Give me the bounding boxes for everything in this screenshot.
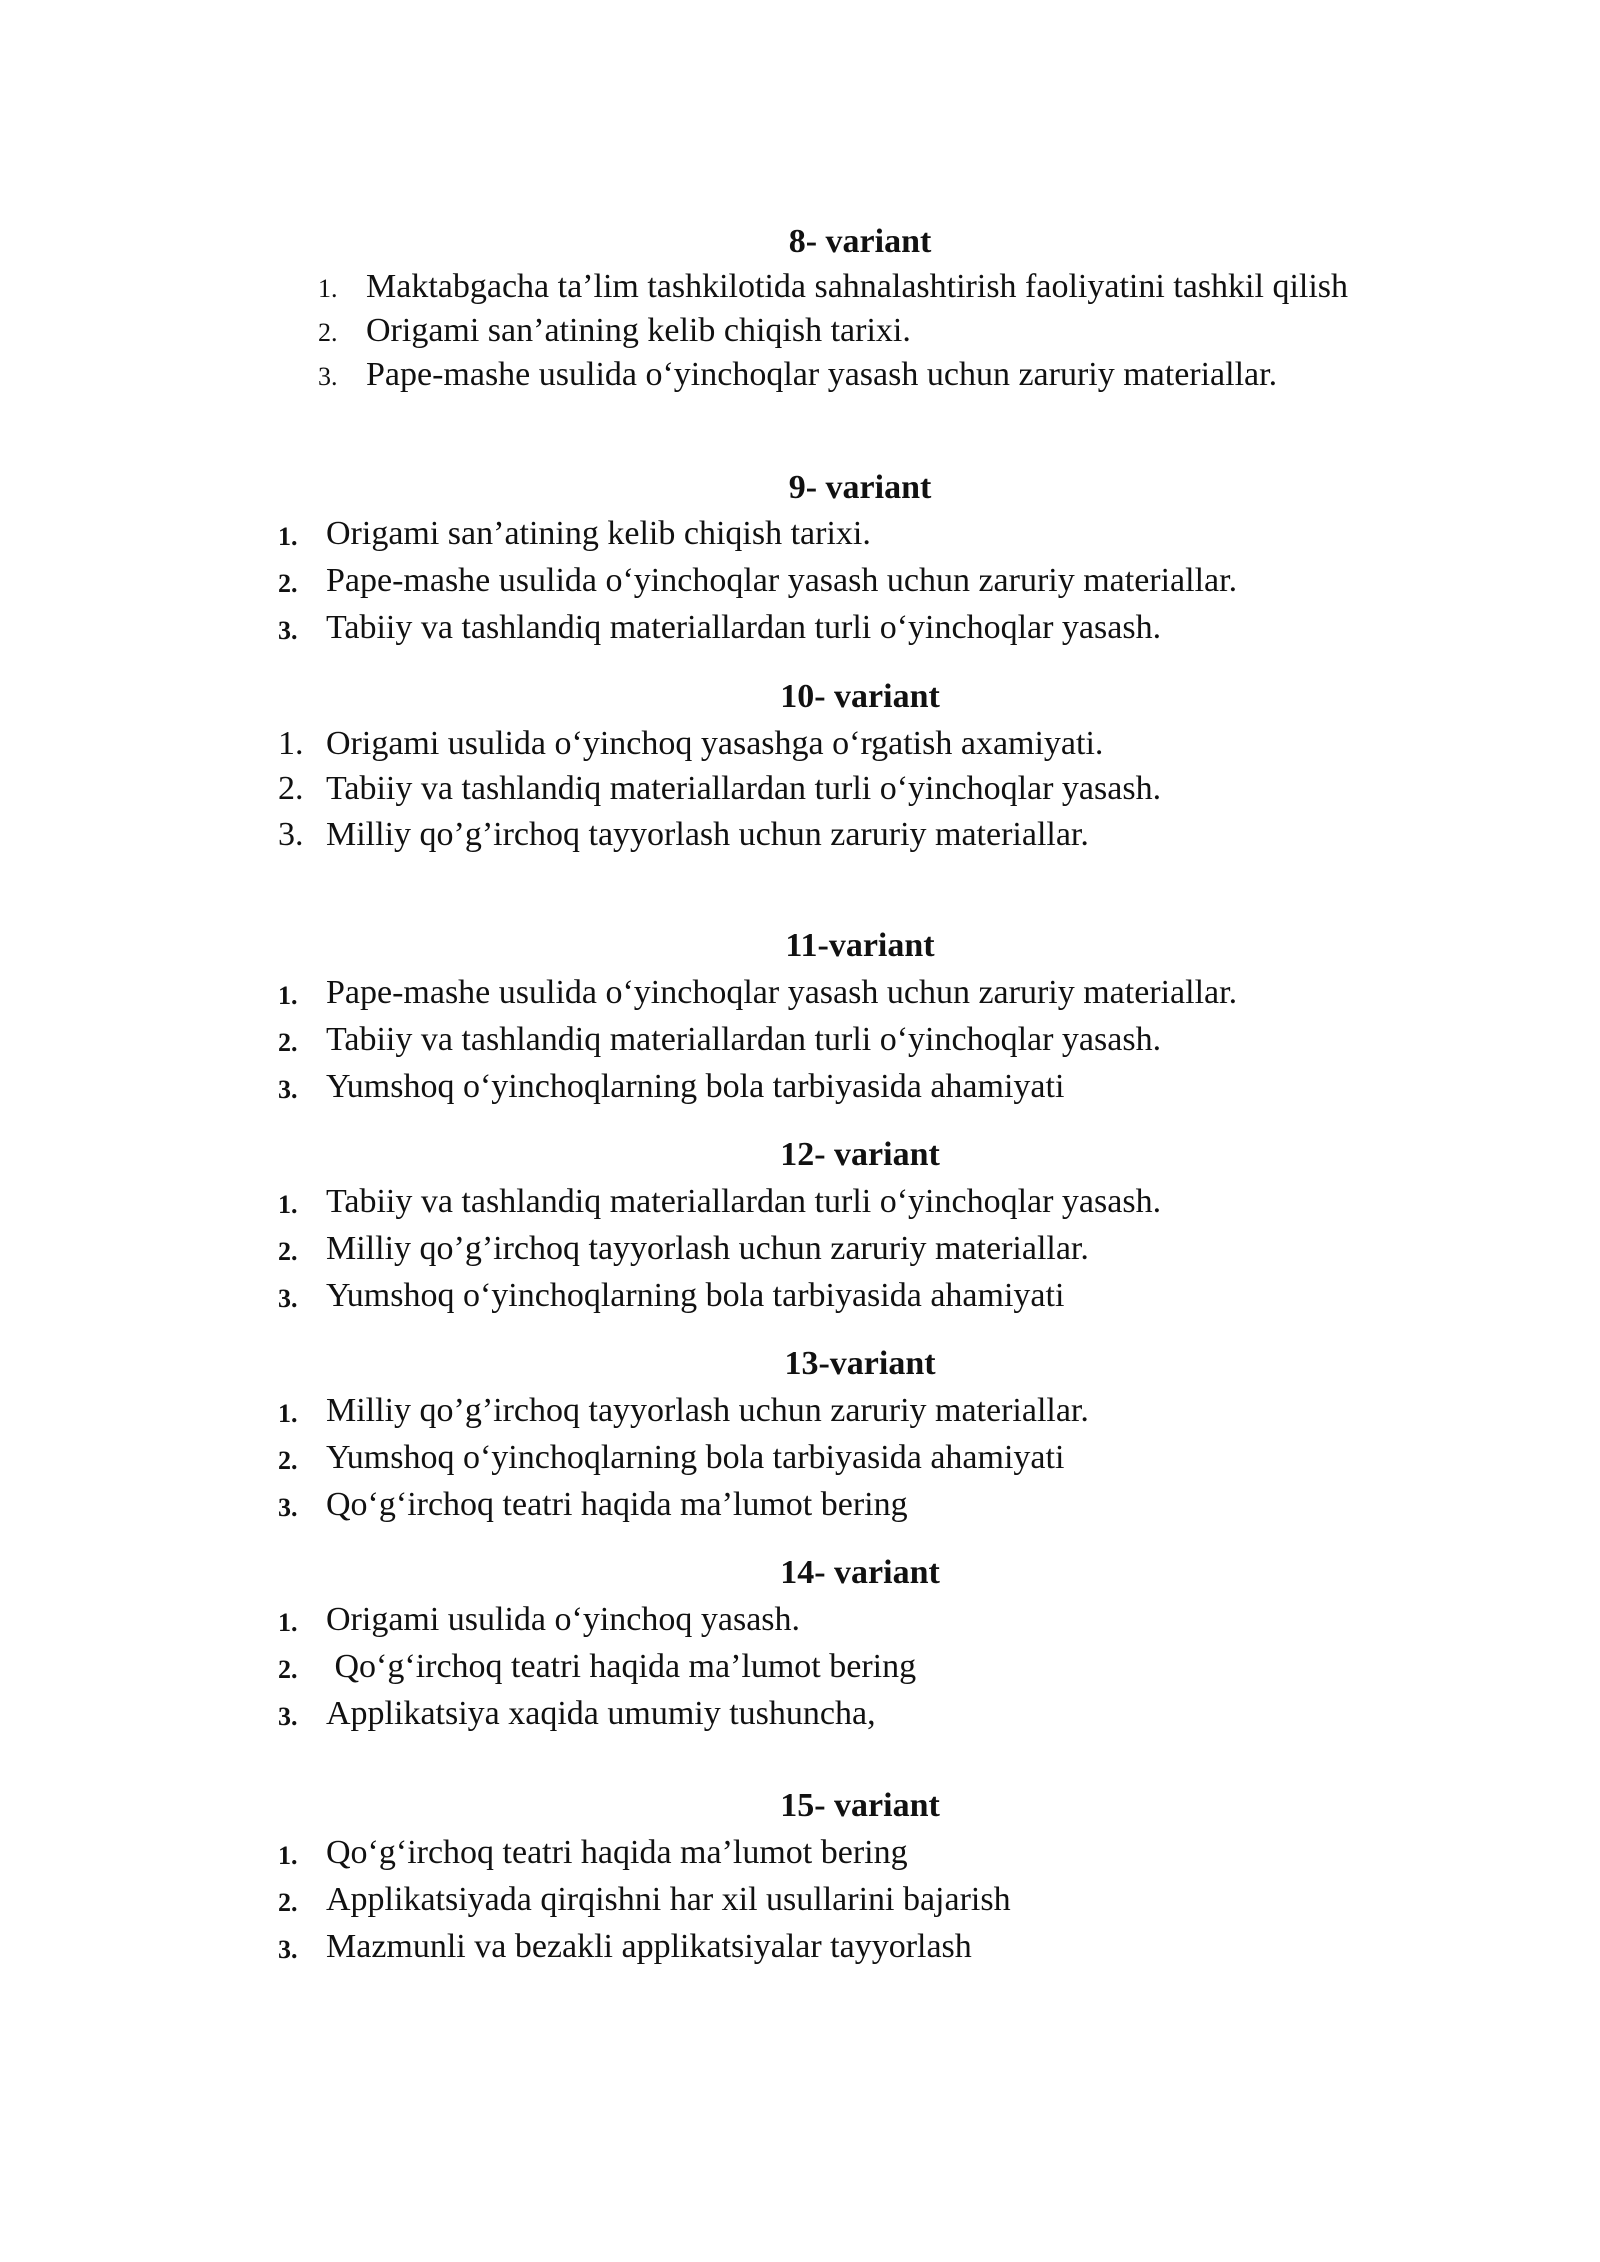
list-number: 1. [278, 981, 298, 1010]
list-item: Qo‘g‘irchoq teatri haqida ma’lumot bering [326, 1834, 908, 1871]
list-item: Origami usulida o‘yinchoq yasashga o‘rgatish axamiyati. [326, 725, 1104, 762]
variant-title: 10- variant [780, 678, 940, 715]
list-number: 1. [278, 1608, 298, 1637]
list-number: 2. [278, 1888, 298, 1917]
list-number: 1. [278, 725, 304, 762]
variant-title: 8- variant [788, 223, 932, 260]
list-item: Mazmunli va bezakli applikatsiyalar tayyorlash [326, 1928, 972, 1965]
list-number: 3. [278, 816, 304, 853]
list-item: Tabiiy va tashlandiq materiallardan turli o‘yinchoqlar yasash. [326, 1183, 1162, 1220]
list-item: Applikatsiya xaqida umumiy tushuncha, [326, 1695, 876, 1732]
list-number: 1. [278, 522, 298, 551]
list-number: 2. [278, 1446, 298, 1475]
list-item: Qo‘g‘irchoq teatri haqida ma’lumot bering [326, 1648, 917, 1685]
list-item: Yumshoq o‘yinchoqlarning bola tarbiyasida ahamiyati [326, 1439, 1065, 1476]
list-number: 3. [278, 1493, 298, 1522]
variant-title: 14- variant [780, 1554, 940, 1591]
list-item: Maktabgacha ta’lim tashkilotida sahnalashtirish faoliyatini tashkil qilish [366, 268, 1349, 305]
list-number: 1. [278, 1399, 298, 1428]
list-item: Yumshoq o‘yinchoqlarning bola tarbiyasida ahamiyati [326, 1277, 1065, 1314]
list-number: 2. [278, 1655, 298, 1684]
list-number: 2. [318, 318, 338, 347]
list-number: 2. [278, 770, 304, 807]
list-number: 2. [278, 1237, 298, 1266]
list-number: 1. [278, 1841, 298, 1870]
list-item: Origami san’atining kelib chiqish tarixi. [366, 312, 911, 349]
list-number: 2. [278, 569, 298, 598]
list-number: 2. [278, 1028, 298, 1057]
list-item: Applikatsiyada qirqishni har xil usullarini bajarish [326, 1881, 1011, 1918]
list-number: 1. [318, 274, 338, 303]
list-number: 3. [278, 1284, 298, 1313]
list-item: Pape-mashe usulida o‘yinchoqlar yasash uchun zaruriy materiallar. [326, 974, 1238, 1011]
variant-title: 13-variant [784, 1345, 936, 1382]
list-item: Milliy qo’g’irchoq tayyorlash uchun zaruriy materiallar. [326, 1230, 1089, 1267]
list-item: Milliy qo’g’irchoq tayyorlash uchun zaruriy materiallar. [326, 1392, 1089, 1429]
list-number: 3. [278, 616, 298, 645]
variant-title: 15- variant [780, 1787, 940, 1824]
variant-title: 12- variant [780, 1136, 940, 1173]
list-item: Tabiiy va tashlandiq materiallardan turli o‘yinchoqlar yasash. [326, 770, 1162, 807]
list-item: Yumshoq o‘yinchoqlarning bola tarbiyasida ahamiyati [326, 1068, 1065, 1105]
variant-title: 9- variant [788, 469, 932, 506]
variant-title: 11-variant [785, 927, 935, 964]
list-number: 3. [278, 1702, 298, 1731]
list-item: Tabiiy va tashlandiq materiallardan turli o‘yinchoqlar yasash. [326, 1021, 1162, 1058]
list-number: 3. [278, 1935, 298, 1964]
list-number: 3. [278, 1075, 298, 1104]
list-number: 1. [278, 1190, 298, 1219]
list-item: Origami san’atining kelib chiqish tarixi. [326, 515, 871, 552]
list-number: 3. [318, 362, 338, 391]
list-item: Qo‘g‘irchoq teatri haqida ma’lumot bering [326, 1486, 908, 1523]
list-item: Tabiiy va tashlandiq materiallardan turli o‘yinchoqlar yasash. [326, 609, 1162, 646]
list-item: Origami usulida o‘yinchoq yasash. [326, 1601, 801, 1638]
list-item: Pape-mashe usulida o‘yinchoqlar yasash uchun zaruriy materiallar. [366, 356, 1278, 393]
list-item: Milliy qo’g’irchoq tayyorlash uchun zaruriy materiallar. [326, 816, 1089, 853]
list-item: Pape-mashe usulida o‘yinchoqlar yasash uchun zaruriy materiallar. [326, 562, 1238, 599]
